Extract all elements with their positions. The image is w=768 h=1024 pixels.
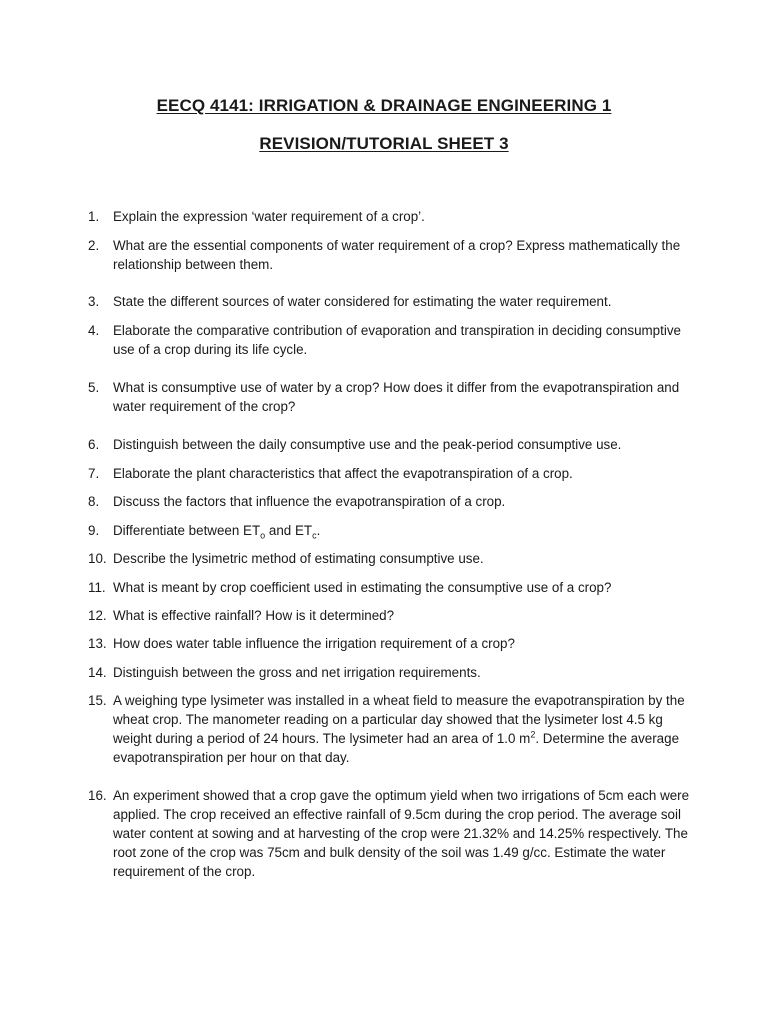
question-number: 8. (88, 494, 100, 509)
question-number: 16. (88, 788, 107, 803)
question-text: What is meant by crop coefficient used in estimating the consumptive use of a crop? (113, 580, 612, 595)
question-number: 9. (88, 523, 100, 538)
question-text: Explain the expression ‘water requirement of a crop’. (113, 209, 425, 224)
question-text: State the different sources of water considered for estimating the water requirement. (113, 294, 612, 309)
question-text: Differentiate between $ET_o$ and $ET_c$. (113, 523, 321, 541)
question-text: Describe the lysimetric method of estimating consumptive use. (113, 551, 484, 566)
question-5 (88, 378, 694, 416)
question-number: 13. (88, 636, 107, 651)
question-number: 10. (88, 551, 107, 566)
question-13 (88, 634, 694, 653)
document-subtitle: REVISION/TUTORIAL SHEET 3 (259, 134, 509, 153)
document-title: EECQ 4141: IRRIGATION & DRAINAGE ENGINEERING 1 (156, 96, 612, 115)
question-1 (88, 207, 694, 226)
question-text: Distinguish between the gross and net irrigation requirements. (113, 665, 481, 680)
question-2 (88, 236, 694, 274)
question-6 (88, 435, 694, 454)
question-8 (88, 492, 694, 511)
question-4 (88, 321, 694, 359)
question-number: 2. (88, 238, 100, 253)
question-text: Elaborate the plant characteristics that affect the evapotranspiration of a crop. (113, 466, 573, 481)
question-number: 12. (88, 608, 107, 623)
question-text: Elaborate the comparative contribution of evaporation and transpiration in deciding consumptive use of a crop during its life cycle. (113, 323, 681, 357)
question-number: 7. (88, 466, 100, 481)
question-16 (88, 786, 694, 881)
question-14 (88, 663, 694, 682)
question-number: 15. (88, 693, 107, 708)
question-3 (88, 292, 694, 311)
question-15 (88, 691, 694, 767)
question-text: What is consumptive use of water by a crop? How does it differ from the evapotranspiration and water requirement of the crop? (113, 380, 680, 414)
question-number: 6. (88, 437, 100, 452)
question-11 (88, 578, 694, 597)
question-number: 14. (88, 665, 107, 680)
question-number: 11. (88, 580, 106, 595)
question-number: 1. (88, 209, 100, 224)
question-text: A weighing type lysimeter was installed in a wheat field to measure the evapotranspiration by the wheat crop. The manometer reading on a particular day showed that the lysimeter lost 4.5 kg weight during a period of 24 hours. The lysimeter had an area of 1.0 $m^2$. Determine the average evapotranspiration per hour on that day. (113, 693, 685, 765)
question-7 (88, 464, 694, 483)
question-number: 3. (88, 294, 100, 309)
question-text: Distinguish between the daily consumptive use and the peak-period consumptive use. (113, 437, 622, 452)
question-number: 4. (88, 323, 100, 338)
question-text: What are the essential components of water requirement of a crop? Express mathematically the relationship between them. (113, 238, 681, 272)
question-12 (88, 606, 694, 625)
question-text: An experiment showed that a crop gave the optimum yield when two irrigations of 5cm each were applied. The crop received an effective rainfall of 9.5cm during the crop period. The average soil water content at sowing and at harvesting of the crop were 21.32% and 14.25% respectively. The root zone of the crop was 75cm and bulk density of the soil was 1.49 g/cc. Estimate the water requirement of the crop. (113, 788, 690, 879)
question-text: What is effective rainfall? How is it determined? (113, 608, 395, 623)
question-number: 5. (88, 380, 100, 395)
question-text: How does water table influence the irrigation requirement of a crop? (113, 636, 515, 651)
question-9 (88, 521, 694, 540)
question-text: Discuss the factors that influence the evapotranspiration of a crop. (113, 494, 506, 509)
question-10 (88, 549, 694, 568)
